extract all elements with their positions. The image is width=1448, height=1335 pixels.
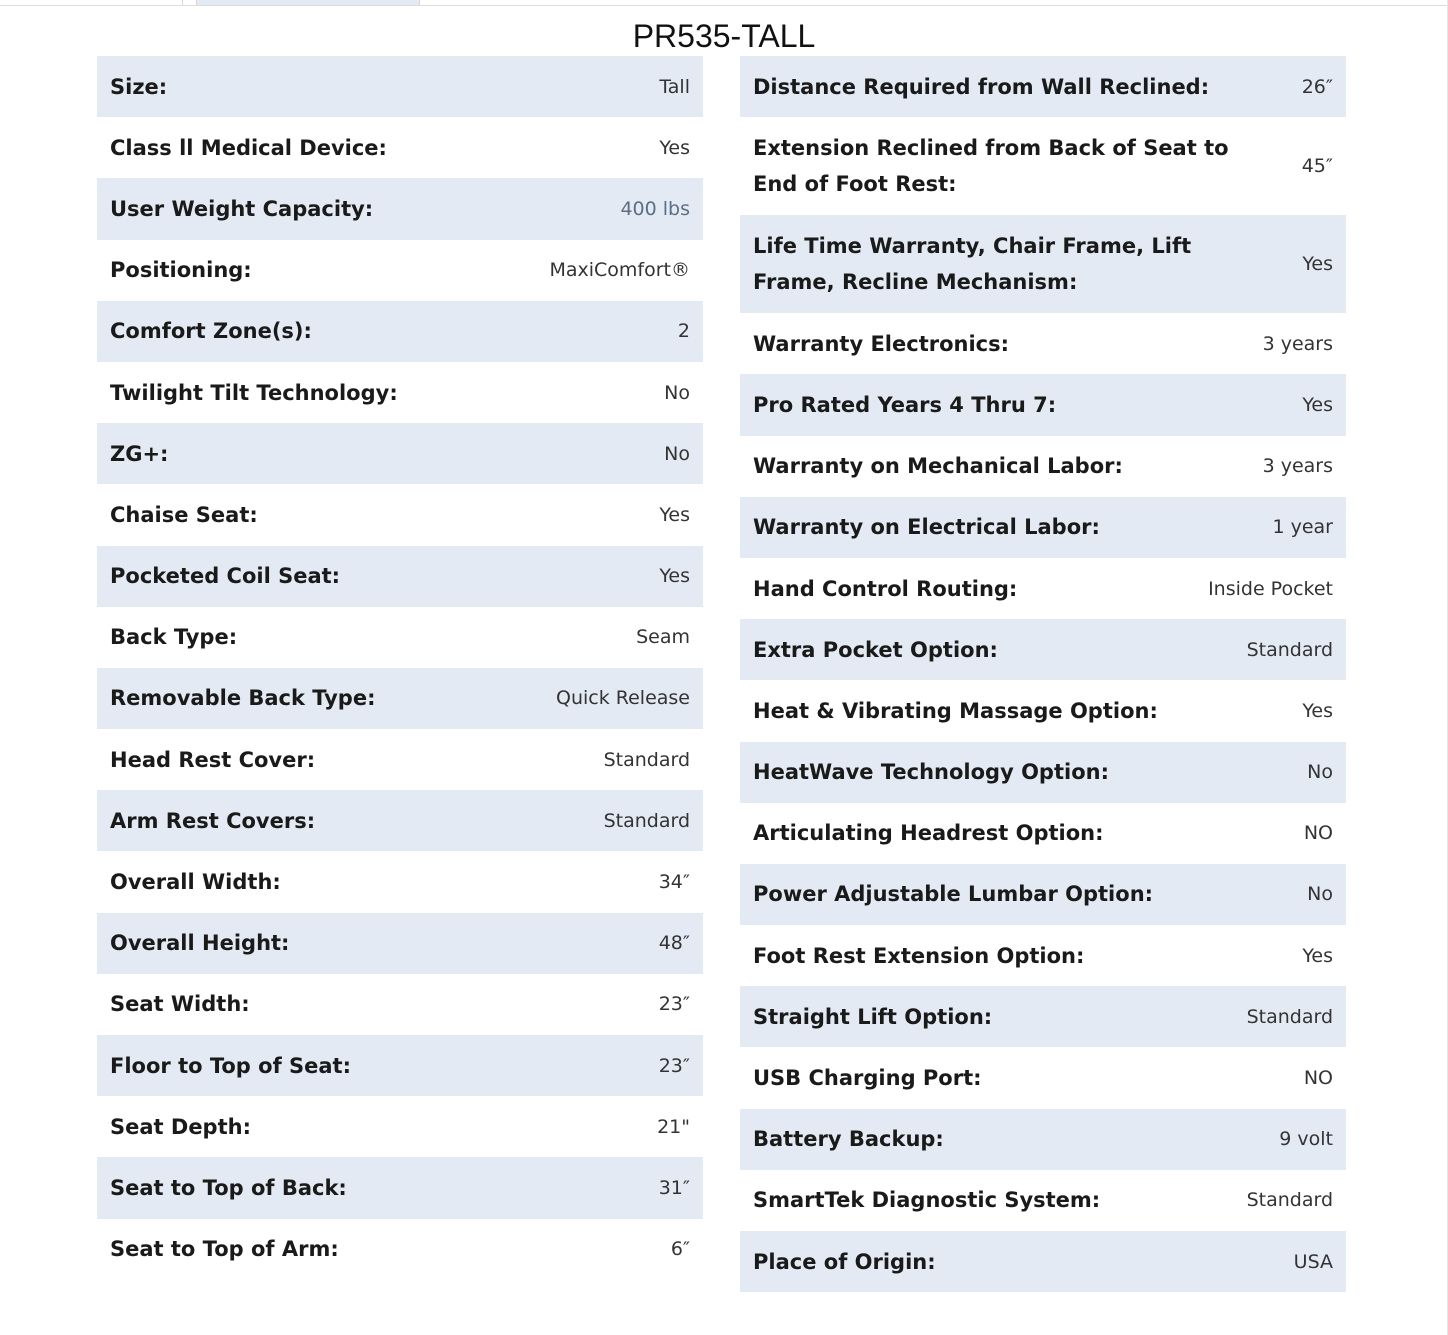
spec-value: 3 years: [1262, 332, 1333, 355]
spec-value: NO: [1303, 1067, 1333, 1090]
spec-value: 400 lbs: [620, 197, 690, 220]
spec-value: Standard: [603, 809, 690, 832]
spec-label: Straight Lift Option:: [753, 1004, 993, 1029]
spec-label: Chaise Seat:: [110, 502, 258, 527]
spec-label: Seat Width:: [110, 992, 250, 1017]
spec-value: MaxiComfort®: [549, 259, 690, 282]
spec-row-mechanical-labor: [740, 436, 1346, 497]
spec-table-left: [97, 56, 703, 1280]
spec-value: No: [1307, 761, 1333, 784]
spec-value: USA: [1293, 1250, 1333, 1273]
spec-value: Standard: [603, 748, 690, 771]
spec-label: Power Adjustable Lumbar Option:: [753, 882, 1154, 907]
page-title: PR535-TALL: [632, 18, 816, 54]
spec-label: Seat to Top of Back:: [110, 1175, 347, 1200]
spec-row-removable-back-type: [97, 668, 703, 729]
spec-value: 34″: [658, 871, 690, 894]
spec-label: Life Time Warranty, Chair Frame, Lift Frame, Recline Mechanism:: [753, 234, 1192, 295]
spec-label: Pro Rated Years 4 Thru 7:: [753, 392, 1057, 417]
spec-row-lifetime-warranty: [740, 215, 1346, 313]
spec-value: Standard: [1246, 1005, 1333, 1028]
spec-row-place-of-origin: [740, 1231, 1346, 1292]
spec-label: ZG+:: [110, 441, 169, 466]
spec-label: Warranty on Electrical Labor:: [753, 515, 1100, 540]
spec-value: 3 years: [1262, 455, 1333, 478]
spec-label: Size:: [110, 74, 168, 99]
spec-row-back-type: [97, 607, 703, 668]
spec-label: Extension Reclined from Back of Seat to End of Foot Rest:: [753, 136, 1229, 197]
spec-value: 9 volt: [1279, 1128, 1333, 1151]
spec-label: Pocketed Coil Seat:: [110, 564, 341, 589]
spec-row-battery-backup: [740, 1109, 1346, 1170]
spec-value: No: [664, 381, 690, 404]
spec-value: Seam: [636, 626, 690, 649]
spec-value: Standard: [1246, 638, 1333, 661]
spec-row-seat-to-back: [97, 1157, 703, 1218]
spec-label: Hand Control Routing:: [753, 576, 1018, 601]
spec-value: 2: [677, 320, 690, 343]
spec-value: 21": [657, 1115, 690, 1138]
spec-label: Twilight Tilt Technology:: [110, 380, 398, 405]
spec-value: No: [1307, 883, 1333, 906]
spec-row-size: [97, 56, 703, 117]
spec-label: SmartTek Diagnostic System:: [753, 1188, 1101, 1213]
tab-active[interactable]: [196, 0, 420, 5]
spec-value: Yes: [659, 136, 690, 159]
spec-row-weight-capacity: [97, 178, 703, 239]
spec-label: Warranty Electronics:: [753, 331, 1010, 356]
spec-value: 45″: [1301, 155, 1333, 178]
spec-label: Foot Rest Extension Option:: [753, 943, 1085, 968]
spec-row-heat-massage: [740, 680, 1346, 741]
spec-row-recline-extension: [740, 117, 1346, 215]
spec-label: Overall Width:: [110, 870, 281, 895]
spec-row-zg-plus: [97, 423, 703, 484]
spec-row-twilight-tilt: [97, 362, 703, 423]
spec-label: Seat to Top of Arm:: [110, 1237, 339, 1262]
spec-row-pro-rated: [740, 374, 1346, 435]
spec-label: Arm Rest Covers:: [110, 808, 316, 833]
spec-label: Removable Back Type:: [110, 686, 376, 711]
spec-label: Extra Pocket Option:: [753, 637, 998, 662]
spec-row-power-lumbar: [740, 864, 1346, 925]
spec-row-articulating-headrest: [740, 803, 1346, 864]
spec-row-electrical-labor: [740, 497, 1346, 558]
spec-value: Yes: [659, 503, 690, 526]
spec-value: 26″: [1301, 75, 1333, 98]
spec-row-floor-to-seat: [97, 1035, 703, 1096]
spec-label: Comfort Zone(s):: [110, 319, 312, 344]
spec-value: No: [664, 442, 690, 465]
spec-label: Overall Height:: [110, 931, 290, 956]
spec-row-positioning: [97, 240, 703, 301]
tab-previous[interactable]: [0, 0, 183, 5]
spec-row-overall-height: [97, 913, 703, 974]
spec-value: Tall: [659, 75, 690, 98]
spec-value: 23″: [658, 993, 690, 1016]
spec-value: Yes: [1302, 393, 1333, 416]
spec-label: Battery Backup:: [753, 1127, 944, 1152]
spec-label: Distance Required from Wall Reclined:: [753, 74, 1210, 99]
spec-value: Quick Release: [555, 687, 690, 710]
spec-row-head-rest-cover: [97, 729, 703, 790]
spec-row-medical-device: [97, 117, 703, 178]
spec-row-overall-width: [97, 851, 703, 912]
spec-label: Head Rest Cover:: [110, 747, 316, 772]
spec-label: Floor to Top of Seat:: [110, 1053, 351, 1078]
spec-label: Back Type:: [110, 625, 238, 650]
spec-row-usb-port: [740, 1047, 1346, 1108]
spec-value: Yes: [1302, 944, 1333, 967]
spec-label: Place of Origin:: [753, 1249, 936, 1274]
spec-value: Standard: [1246, 1189, 1333, 1212]
tab-bar-divider: [0, 5, 1448, 6]
spec-value: 31″: [658, 1176, 690, 1199]
spec-value: 48″: [658, 932, 690, 955]
spec-row-wall-distance: [740, 56, 1346, 117]
spec-value: Yes: [1302, 699, 1333, 722]
spec-row-seat-depth: [97, 1096, 703, 1157]
spec-value: Yes: [659, 565, 690, 588]
spec-value: Yes: [1302, 253, 1333, 276]
spec-row-smarttek: [740, 1170, 1346, 1231]
spec-row-foot-rest-extension: [740, 925, 1346, 986]
spec-value: Inside Pocket: [1208, 577, 1333, 600]
spec-value: 1 year: [1272, 516, 1333, 539]
spec-row-warranty-electronics: [740, 313, 1346, 374]
spec-row-comfort-zones: [97, 301, 703, 362]
spec-value: 23″: [658, 1054, 690, 1077]
spec-value: NO: [1303, 822, 1333, 845]
spec-row-heatwave: [740, 742, 1346, 803]
spec-label: Articulating Headrest Option:: [753, 821, 1104, 846]
spec-row-straight-lift: [740, 986, 1346, 1047]
spec-row-seat-to-arm: [97, 1219, 703, 1280]
spec-label: Warranty on Mechanical Labor:: [753, 454, 1123, 479]
spec-label: USB Charging Port:: [753, 1066, 982, 1091]
spec-row-extra-pocket: [740, 619, 1346, 680]
spec-table-right: [740, 56, 1346, 1292]
spec-label: Heat & Vibrating Massage Option:: [753, 698, 1158, 723]
spec-row-pocketed-coil-seat: [97, 546, 703, 607]
spec-row-arm-rest-covers: [97, 790, 703, 851]
spec-row-seat-width: [97, 974, 703, 1035]
spec-label: Positioning:: [110, 258, 252, 283]
spec-label: Seat Depth:: [110, 1114, 251, 1139]
spec-label: Class ll Medical Device:: [110, 135, 387, 160]
spec-row-chaise-seat: [97, 484, 703, 545]
spec-row-hand-control-routing: [740, 558, 1346, 619]
spec-value: 6″: [670, 1238, 690, 1261]
spec-label: HeatWave Technology Option:: [753, 760, 1109, 785]
spec-label: User Weight Capacity:: [110, 196, 374, 221]
